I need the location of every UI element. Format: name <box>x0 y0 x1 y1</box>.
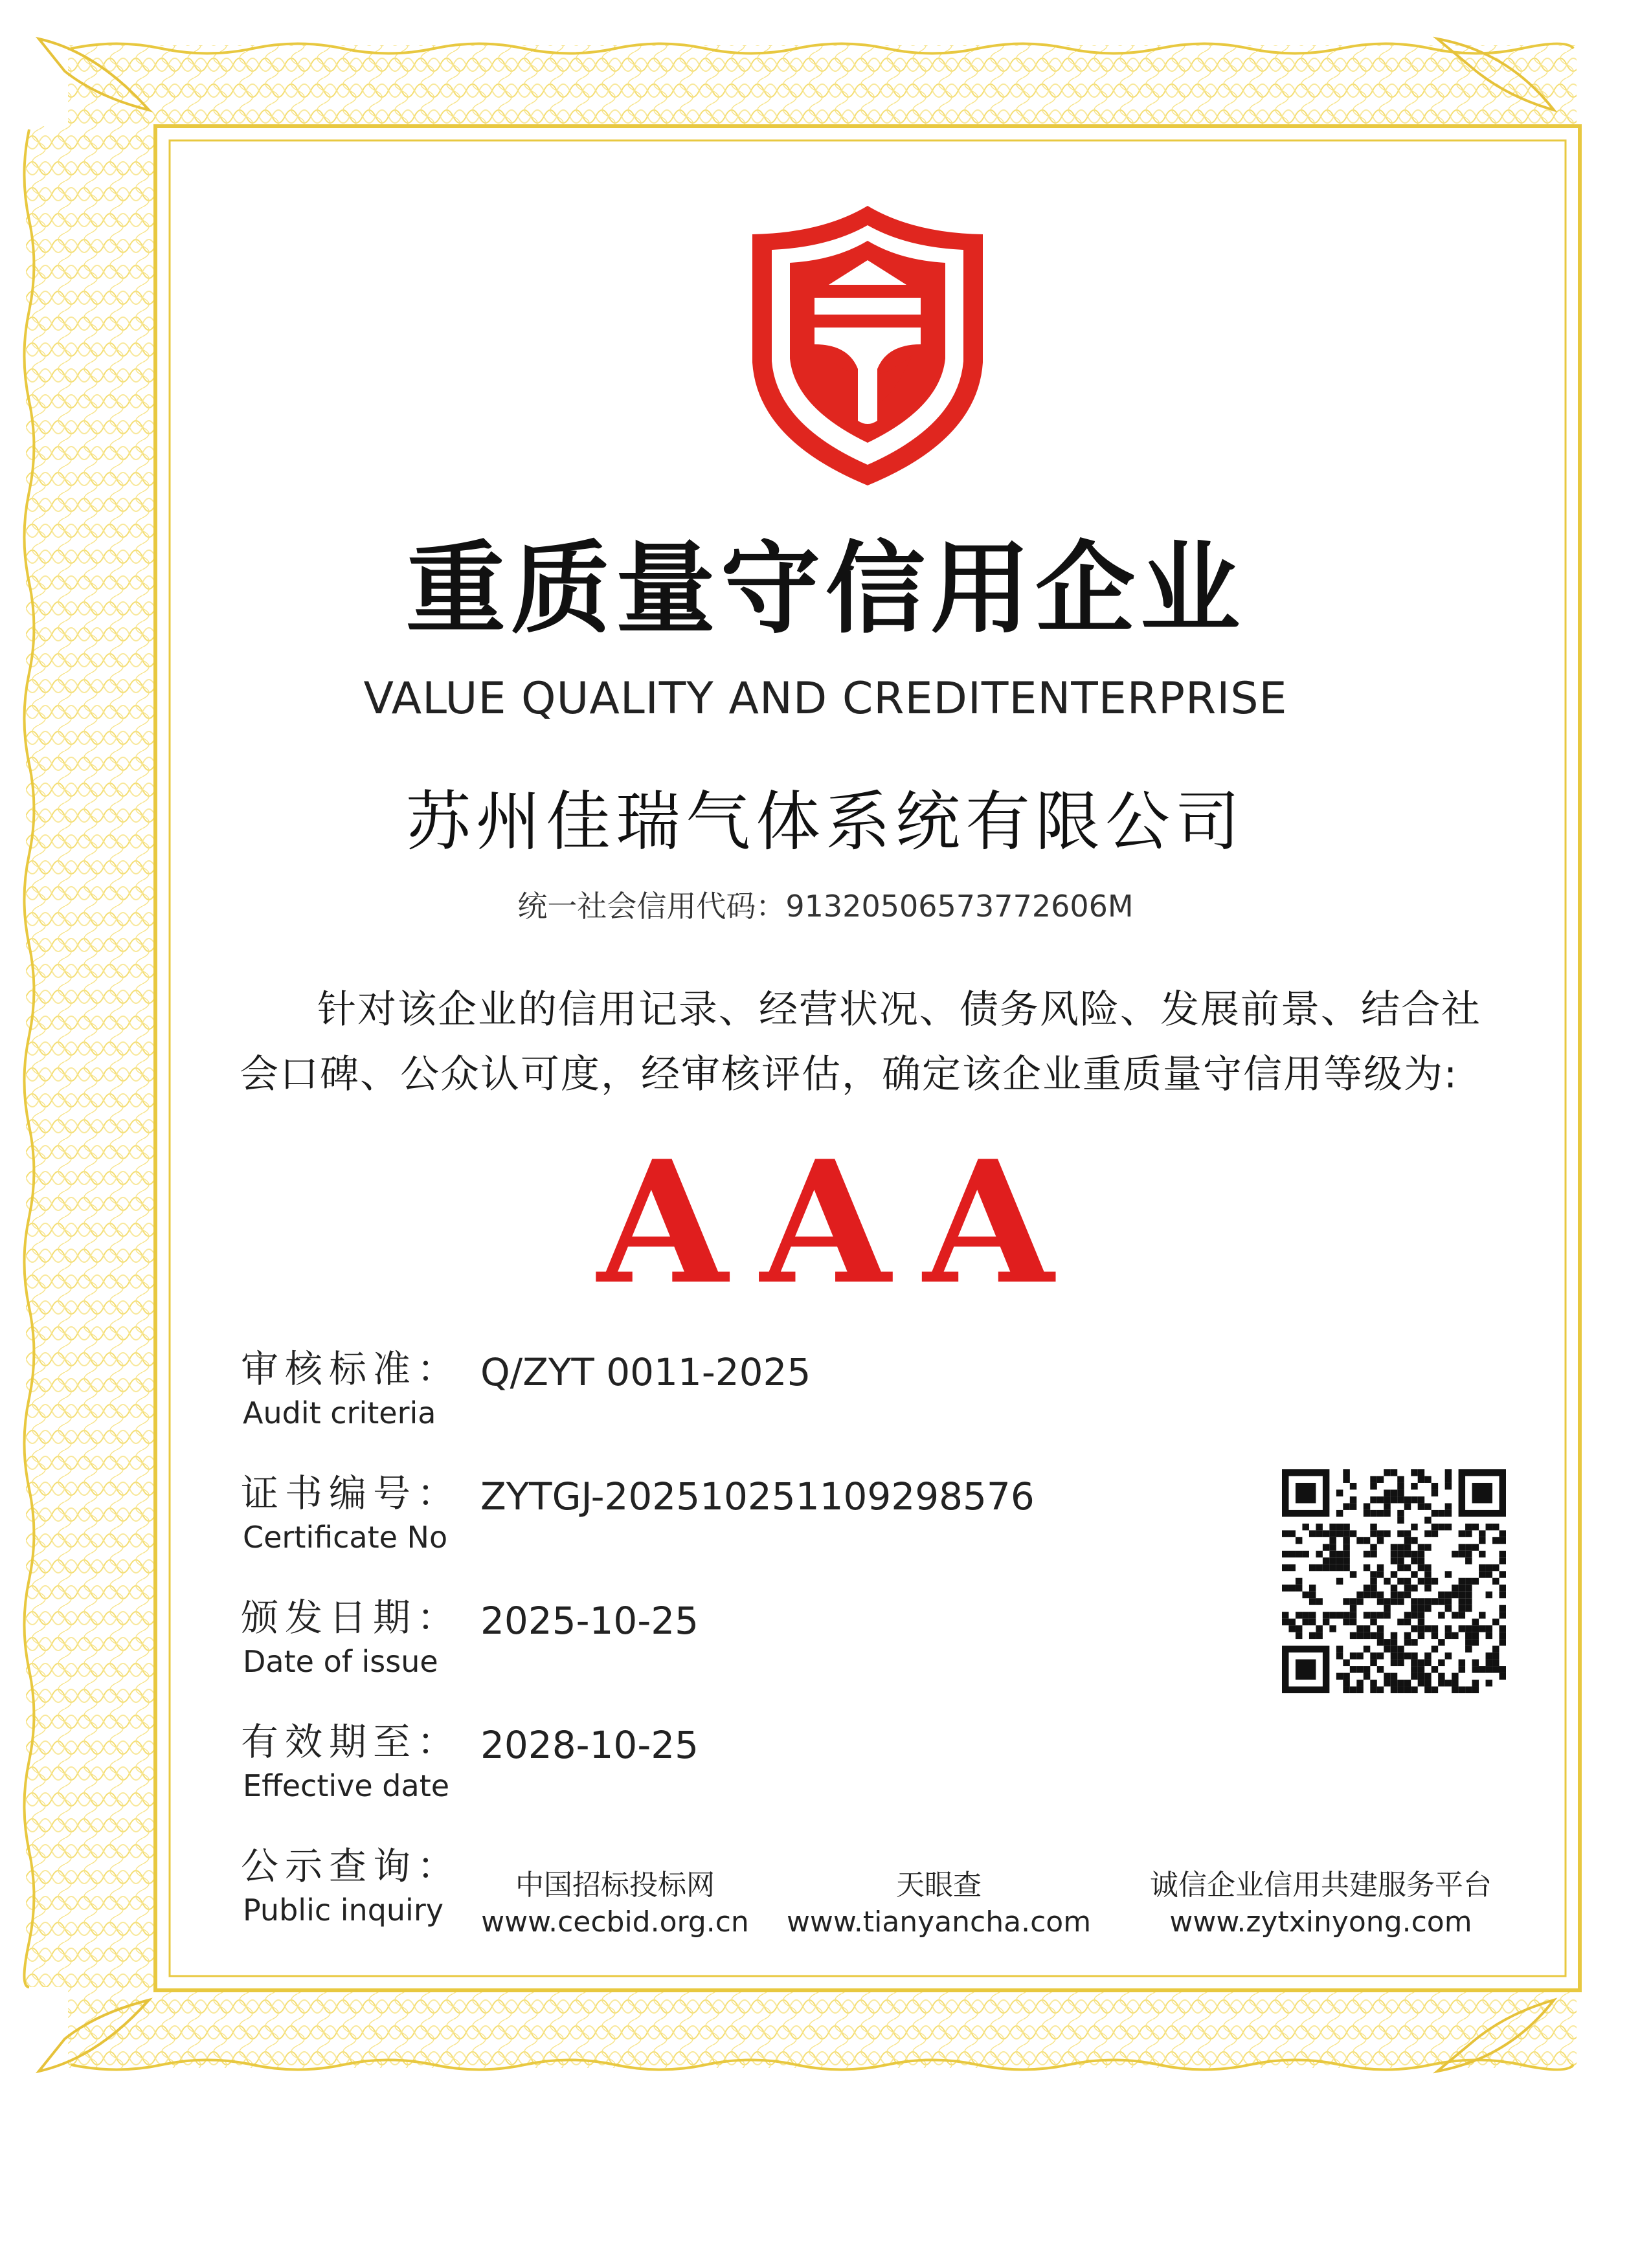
issue-date-sublabel: Date of issue <box>243 1644 438 1679</box>
platform-name: 天眼查 <box>896 1869 982 1902</box>
public-inquiry-label: 公示查询： <box>241 1844 462 1888</box>
effective-date-label: 有效期至： <box>241 1720 462 1764</box>
certificate-description: 针对该企业的信用记录、经营状况、债务风险、发展前景、结合社会口碑、公众认可度，经审核评估，确定该企业重质量守信用等级为: <box>240 987 1481 1097</box>
platform-name: 中国招标投标网 <box>515 1869 715 1902</box>
platform-url[interactable]: www.zytxinyong.com <box>1169 1906 1472 1939</box>
certificate-title: 重质量守信用企业 <box>405 530 1245 647</box>
audit-criteria-sublabel: Audit criteria <box>243 1395 436 1430</box>
audit-criteria-value: Q/ZYT 0011-2025 <box>480 1350 811 1394</box>
credit-grade: AAA <box>597 1124 1086 1322</box>
audit-criteria-label: 审核标准： <box>241 1347 462 1391</box>
credit-code: 统一社会信用代码：91320506573772606M <box>517 889 1134 924</box>
issue-date-value: 2025-10-25 <box>480 1599 699 1643</box>
certificate-no-sublabel: Certificate No <box>243 1520 448 1555</box>
issue-date-label: 颁发日期： <box>241 1595 462 1640</box>
effective-date-value: 2028-10-25 <box>480 1723 699 1767</box>
certificate-title-english: VALUE QUALITY AND CREDITENTERPRISE <box>363 673 1288 724</box>
platform-name: 诚信企业信用共建服务平台 <box>1150 1869 1492 1902</box>
platform-url[interactable]: www.tianyancha.com <box>786 1906 1092 1939</box>
certificate-no-value: ZYTGJ-20251025110929857​6 <box>480 1474 1035 1518</box>
effective-date-sublabel: Effective date <box>243 1768 450 1803</box>
qr-code-icon[interactable] <box>1282 1469 1506 1693</box>
certificate-no-label: 证书编号： <box>241 1471 462 1515</box>
platform-url[interactable]: www.cecbid.org.cn <box>481 1906 749 1939</box>
shield-logo-icon <box>745 201 991 492</box>
company-name: 苏州佳瑞气体系统有限公司 <box>406 784 1245 860</box>
public-inquiry-sublabel: Public inquiry <box>243 1893 444 1928</box>
